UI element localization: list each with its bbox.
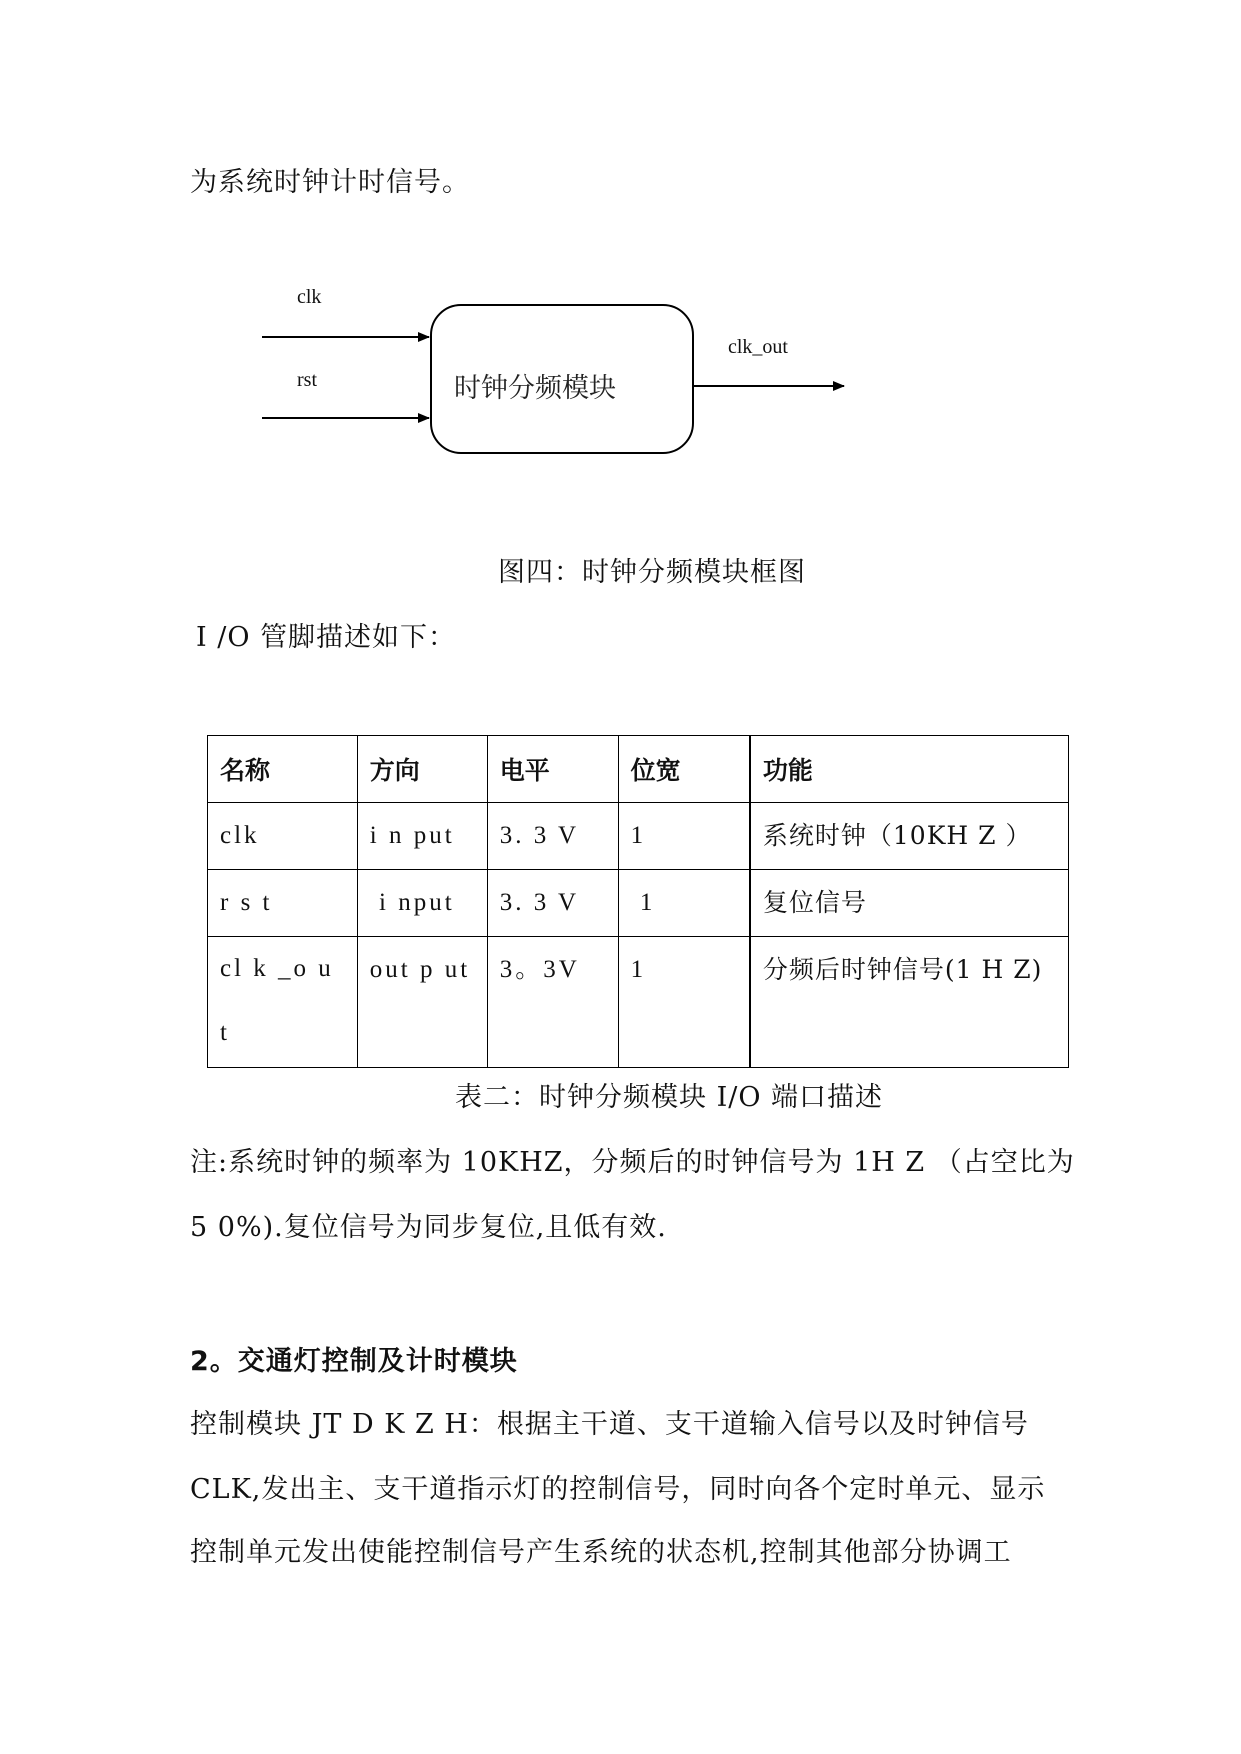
cell-function: 复位信号 [750, 870, 1069, 937]
cell-level: 3. 3 V [487, 803, 618, 870]
intro-line: 为系统时钟计时信号。 [190, 167, 470, 198]
header-function: 功能 [750, 736, 1069, 803]
cell-direction: i nput [357, 870, 487, 937]
header-width: 位宽 [618, 736, 750, 803]
cell-name: cl k _o u t [208, 937, 358, 1068]
table-header-row [208, 736, 1069, 803]
cell-level: 3. 3 V [487, 870, 618, 937]
header-name: 名称 [208, 736, 358, 803]
section-body-line-3: 控制单元发出使能控制信号产生系统的状态机,控制其他部分协调工 [190, 1537, 1012, 1568]
table-caption: 表二：时钟分频模块 I/O 端口描述 [455, 1082, 884, 1113]
note-line-2: 5 0%).复位信号为同步复位,且低有效. [190, 1212, 667, 1243]
cell-name: r s t [208, 870, 358, 937]
rst-input-label: rst [297, 369, 317, 391]
cell-width: 1 [618, 803, 750, 870]
table-row [208, 870, 1069, 937]
section-heading: 2。交通灯控制及计时模块 [190, 1346, 518, 1377]
header-level: 电平 [487, 736, 618, 803]
cell-function: 系统时钟（10KH Z ） [750, 803, 1069, 870]
clk-input-label: clk [297, 286, 322, 308]
note-line-1: 注:系统时钟的频率为 10KHZ，分频后的时钟信号为 1H Z （占空比为 [190, 1147, 1075, 1178]
table-row [208, 937, 1069, 1068]
cell-function: 分频后时钟信号(1 H Z) [750, 937, 1069, 1068]
io-pin-table [207, 735, 1069, 1068]
cell-direction: i n put [357, 803, 487, 870]
clk-out-label: clk_out [728, 336, 788, 358]
figure-caption: 图四：时钟分频模块框图 [498, 557, 806, 588]
cell-level: 3。3V [487, 937, 618, 1068]
header-direction: 方向 [357, 736, 487, 803]
cell-width: 1 [618, 870, 750, 937]
io-intro: I /O 管脚描述如下： [196, 622, 457, 653]
clock-divider-block-diagram [0, 0, 1241, 480]
section-body-line-1: 控制模块 JT D K Z H：根据主干道、支干道输入信号以及时钟信号 [190, 1409, 1029, 1440]
section-body-line-2: CLK,发出主、支干道指示灯的控制信号，同时向各个定时单元、显示 [190, 1474, 1046, 1505]
module-label: 时钟分频模块 [454, 373, 616, 404]
cell-name: clk [208, 803, 358, 870]
table-row [208, 803, 1069, 870]
cell-direction: out p ut [357, 937, 487, 1068]
cell-width: 1 [618, 937, 750, 1068]
